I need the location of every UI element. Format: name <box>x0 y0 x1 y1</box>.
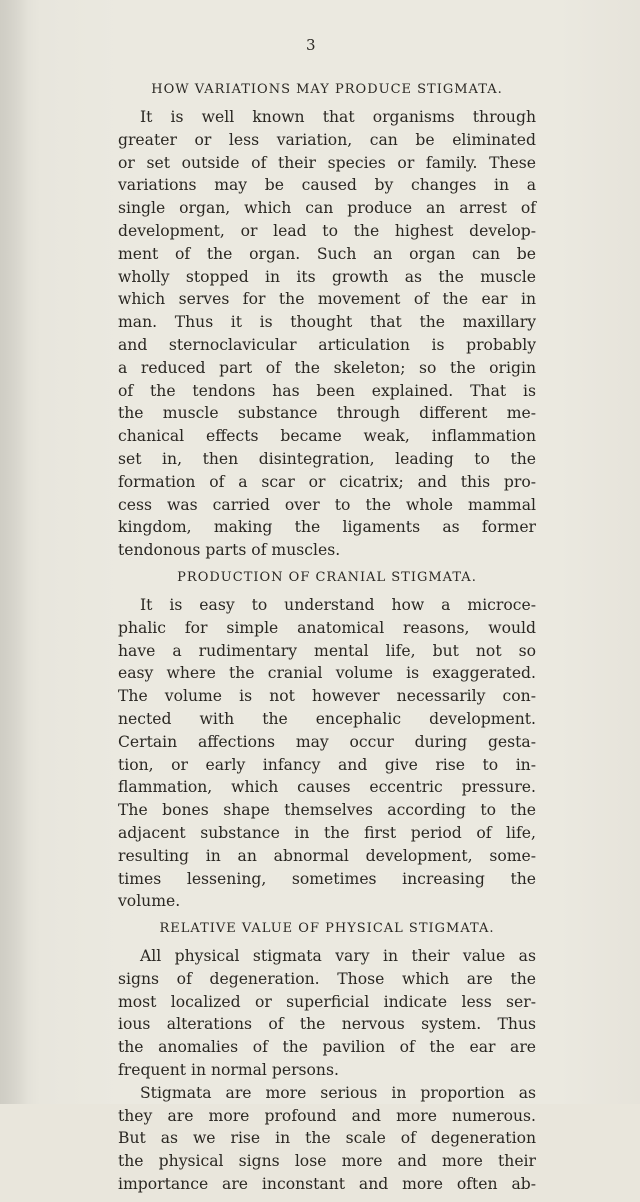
text-line: cess was carried over to the whole mammal <box>118 495 536 514</box>
text-line: single organ, which can produce an arrest of <box>118 199 536 218</box>
text-line: But as we rise in the scale of degeneration <box>118 1129 536 1148</box>
text-line: Certain affections may occur during gesta- <box>118 732 536 751</box>
text-line: set in, then disintegration, leading to the <box>118 449 536 468</box>
text-line: signs of degeneration. Those which are the <box>118 969 536 988</box>
text-line: of the tendons has been explained. That is <box>118 381 536 400</box>
text-line: which serves for the movement of the ear in <box>118 290 536 309</box>
text-line: The volume is not however necessarily con- <box>118 687 536 706</box>
text-line: tion, or early infancy and give rise to in- <box>118 755 536 774</box>
text-line: greater or less variation, can be eliminated <box>118 130 536 149</box>
text-line: most localized or superficial indicate less ser- <box>118 992 536 1011</box>
text-line: man. Thus it is thought that the maxillary <box>118 313 536 332</box>
text-line: formation of a scar or cicatrix; and this pro- <box>118 472 536 491</box>
page-edge-shadow <box>0 0 28 1104</box>
text-line: wholly stopped in its growth as the muscle <box>118 267 536 286</box>
text-line: frequent in normal persons. <box>118 1061 339 1080</box>
text-line: or set outside of their species or family. These <box>118 153 536 172</box>
text-line: phalic for simple anatomical reasons, would <box>118 618 536 637</box>
text-line: a reduced part of the skeleton; so the origin <box>118 358 536 377</box>
page-body <box>118 80 536 1202</box>
text-line: The bones shape themselves according to the <box>118 801 536 820</box>
text-line: they are more profound and more numerous. <box>118 1106 536 1125</box>
text-line: the physical signs lose more and more their <box>118 1152 536 1171</box>
text-line: It is easy to understand how a microce- <box>140 595 536 614</box>
page-number: 3 <box>306 36 316 54</box>
text-line: development, or lead to the highest develop- <box>118 221 536 240</box>
text-line: adjacent substance in the first period of life, <box>118 823 536 842</box>
text-line: All physical stigmata vary in their value as <box>140 947 536 966</box>
text-line: It is well known that organisms through <box>140 108 536 126</box>
text-line: have a rudimentary mental life, but not so <box>118 641 536 660</box>
text-line: ious alterations of the nervous system. Thus <box>118 1015 536 1034</box>
text-line: flammation, which causes eccentric pressure. <box>118 778 536 797</box>
text-line: volume. <box>118 892 181 911</box>
text-line: importance are inconstant and more often ab- <box>118 1175 536 1194</box>
text-line: nected with the encephalic development. <box>118 709 536 728</box>
text-line: variations may be caused by changes in a <box>118 176 536 195</box>
text-line: Stigmata are more serious in proportion as <box>140 1083 536 1102</box>
section-heading-relative-value: RELATIVE VALUE OF PHYSICAL STIGMATA. <box>159 921 495 937</box>
paragraph-relative-value <box>118 945 536 1196</box>
text-line: easy where the cranial volume is exaggerated. <box>118 664 536 683</box>
text-line: kingdom, making the ligaments as former <box>118 518 536 537</box>
text-line: ment of the organ. Such an organ can be <box>118 244 536 263</box>
paragraph-variations <box>118 106 536 562</box>
text-line: and sternoclavicular articulation is probably <box>118 335 536 354</box>
text-line: chanical effects became weak, inflammation <box>118 427 536 446</box>
paragraph-cranial <box>118 594 536 913</box>
text-line: tendonous parts of muscles. <box>118 541 341 560</box>
text-line: times lessening, sometimes increasing the <box>118 869 536 888</box>
section-heading-cranial: PRODUCTION OF CRANIAL STIGMATA. <box>177 569 477 585</box>
section-heading-variations: HOW VARIATIONS MAY PRODUCE STIGMATA. <box>151 82 503 97</box>
text-line: the muscle substance through different me- <box>118 404 536 423</box>
text-line: resulting in an abnormal development, some- <box>118 846 536 865</box>
text-line: the anomalies of the pavilion of the ear are <box>118 1038 536 1057</box>
